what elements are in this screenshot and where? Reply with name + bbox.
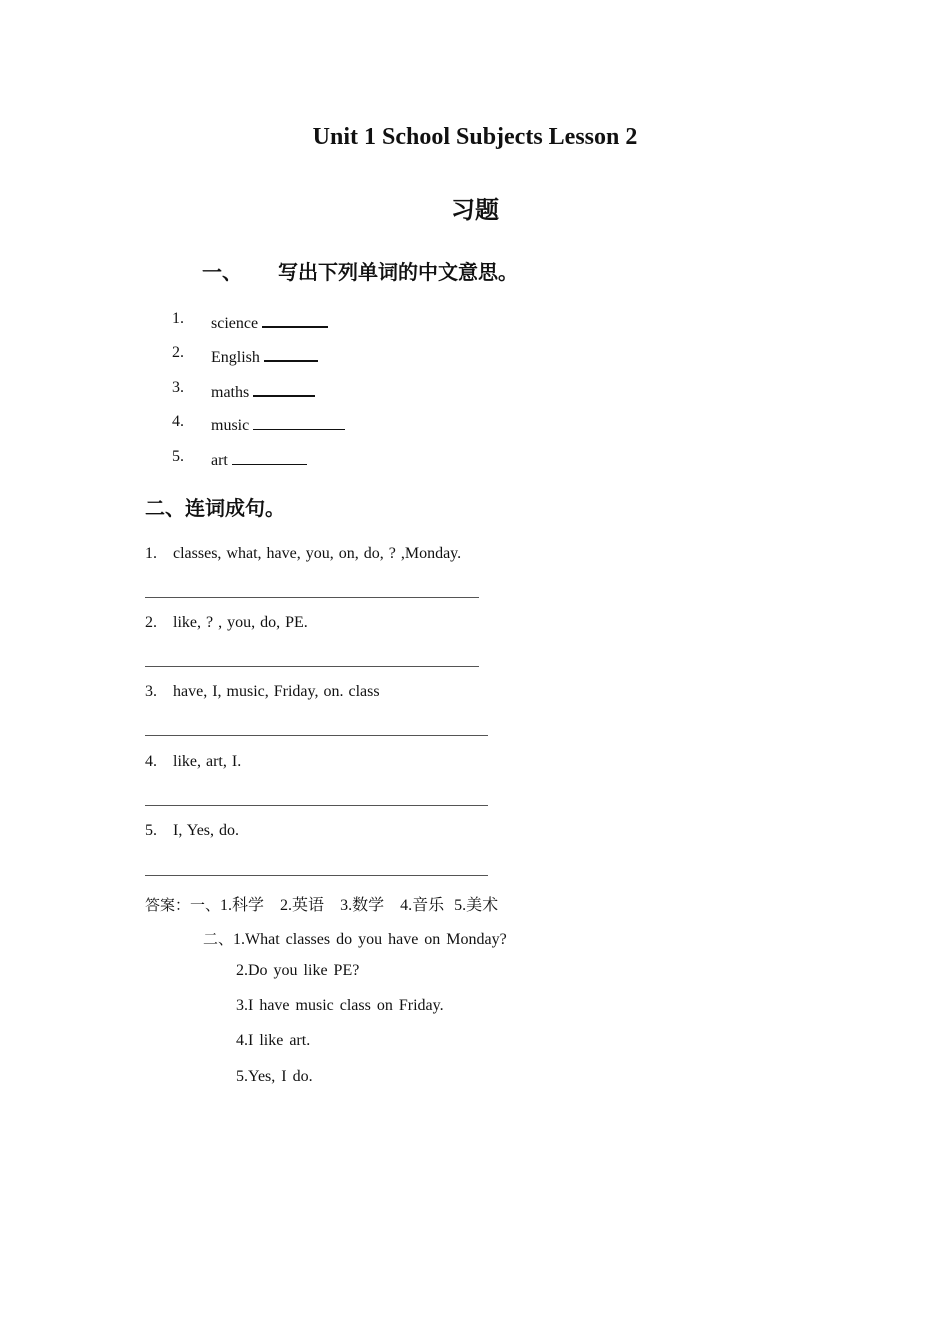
question-words: have, I, music, Friday, on. class (173, 683, 380, 700)
vocab-word: English (211, 349, 260, 366)
question-words: I, Yes, do. (173, 822, 240, 839)
vocab-item (0, 344, 950, 366)
question-words: like, ? , you, do, PE. (173, 614, 308, 631)
answer-part2-label: 二、 (203, 930, 234, 948)
answer-part2-item: 5.Yes, I do. (236, 1068, 313, 1085)
vocab-number: 2. (172, 344, 184, 361)
answer-line[interactable] (145, 805, 488, 806)
question-number: 3. (145, 683, 157, 700)
vocab-word: science (211, 315, 259, 332)
vocab-item (0, 448, 950, 470)
answer-blank[interactable] (253, 379, 315, 397)
answer-line[interactable] (145, 875, 488, 876)
answer-blank[interactable] (253, 413, 345, 430)
answer-part2-item: 1.What classes do you have on Monday? (233, 931, 507, 948)
sentence-question (145, 822, 239, 840)
answer-key-part1 (145, 892, 498, 915)
sentence-question (145, 683, 380, 701)
vocab-item (0, 310, 950, 332)
answer-blank[interactable] (264, 344, 318, 362)
page-subtitle: 习题 (451, 196, 499, 224)
page-title: Unit 1 School Subjects Lesson 2 (312, 124, 638, 150)
vocab-word: music (211, 417, 250, 434)
vocab-number: 5. (172, 448, 184, 465)
section1-number: 一、 (202, 260, 242, 284)
answer-blank[interactable] (232, 448, 307, 465)
question-number: 5. (145, 822, 157, 839)
answer-part1-item: 4.音乐 (400, 897, 445, 914)
vocab-word: maths (211, 384, 250, 401)
answer-part2-item: 4.I like art. (236, 1032, 311, 1049)
sentence-question (145, 545, 461, 563)
section1-heading (0, 256, 950, 286)
vocab-number: 4. (172, 413, 184, 430)
answer-label: 答案： (145, 896, 191, 914)
answer-part1-label: 一、 (190, 896, 221, 914)
answer-line[interactable] (145, 735, 488, 736)
question-number: 1. (145, 545, 157, 562)
section2-heading: 二、连词成句。 (145, 496, 285, 520)
vocab-number: 1. (172, 310, 184, 327)
vocab-number: 3. (172, 379, 184, 396)
vocab-word: art (211, 452, 228, 469)
answer-key-part2 (203, 928, 507, 949)
answer-part1-item: 2.英语 (280, 897, 325, 914)
question-words: classes, what, have, you, on, do, ? ,Monday. (173, 545, 462, 562)
answer-line[interactable] (145, 597, 479, 598)
answer-blank[interactable] (262, 310, 328, 328)
answer-part1-item: 5.美术 (454, 897, 499, 914)
vocab-item (0, 379, 950, 401)
answer-part1-item: 3.数学 (340, 897, 385, 914)
sentence-question (145, 753, 241, 771)
question-words: like, art, I. (173, 753, 242, 770)
question-number: 2. (145, 614, 157, 631)
answer-part1-item: 1.科学 (220, 897, 265, 914)
vocab-item (0, 413, 950, 435)
question-number: 4. (145, 753, 157, 770)
sentence-question (145, 614, 308, 632)
answer-line[interactable] (145, 666, 479, 667)
section1-title: 写出下列单词的中文意思。 (278, 260, 518, 284)
answer-part2-item: 3.I have music class on Friday. (236, 997, 444, 1014)
answer-part2-item: 2.Do you like PE? (236, 962, 360, 979)
